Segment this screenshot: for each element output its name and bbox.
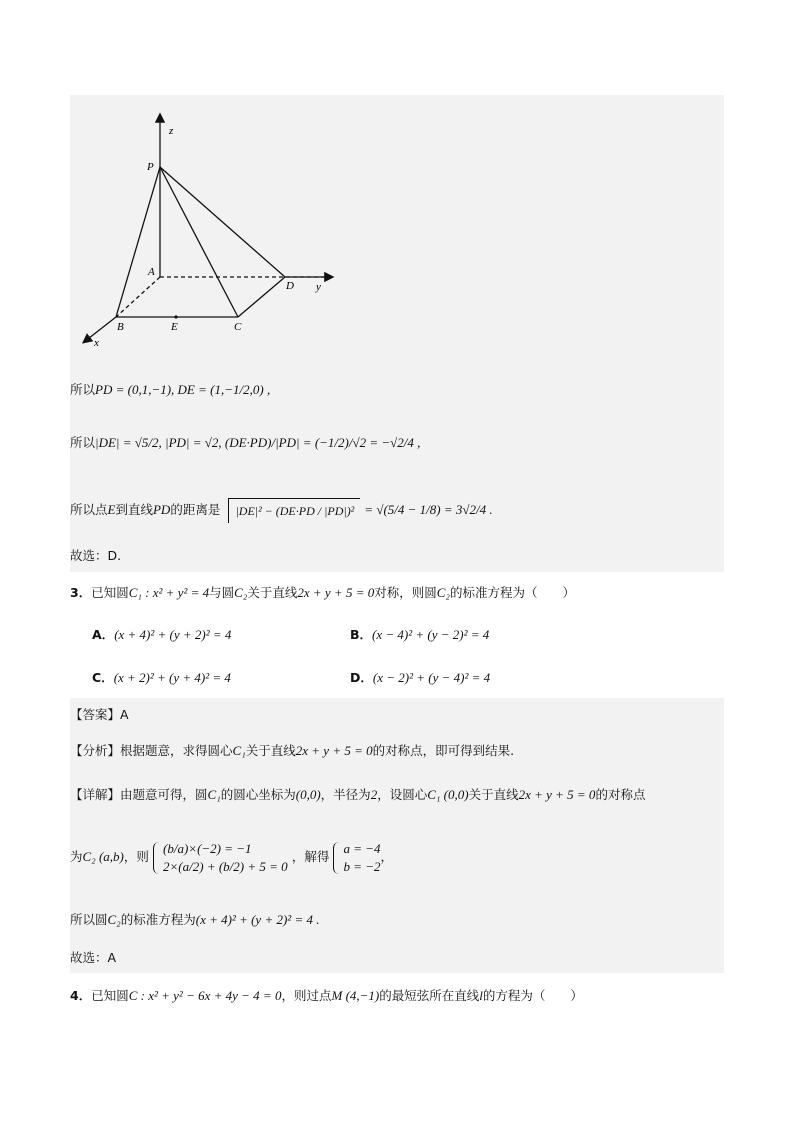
option-d[interactable]: D．(x − 2)² + (y − 4)² = 4 bbox=[350, 670, 491, 685]
solution-line-vectors: 所以PD = (0,1,−1), DE = (1,−1/2,0) , bbox=[70, 382, 271, 397]
point-e-dot bbox=[174, 315, 177, 318]
answer-value: A bbox=[120, 707, 129, 722]
solution-choice-prev: 故选：D. bbox=[70, 548, 122, 563]
solution-line-magnitudes: 所以|DE| = √5/2, |PD| = √2, (DE·PD)/|PD| = (−1/2)/√2 = −√2/4 , bbox=[70, 435, 421, 450]
label-b: B bbox=[117, 321, 124, 333]
question-4-stem: 4．已知圆C : x² + y² − 6x + 4y − 4 = 0，则过点M (4,−1)的最短弦所在直线l的方程为（ ） bbox=[70, 988, 583, 1003]
question-3-stem: 3．已知圆C₁ : x² + y² = 4与圆C₂关于直线2x + y + 5 = 0对称，则圆C₂的标准方程为（ ） bbox=[70, 585, 575, 600]
detail-line-2: 为C₂ (a,b)，则 (b/a)×(−2) = −1 2×(a/2) + (b/2) + 5 = 0 ，解得 a = −4 b = −2 ， bbox=[70, 840, 394, 874]
question-number: 3． bbox=[70, 585, 92, 600]
answer-tag: 【答案】 bbox=[70, 707, 121, 722]
label-y: y bbox=[316, 281, 321, 293]
label-e: E bbox=[171, 321, 178, 333]
label-d: D bbox=[286, 280, 294, 292]
x-axis bbox=[84, 317, 116, 342]
x-axis-dashed bbox=[116, 277, 160, 317]
vector-values: PD = (0,1,−1), DE = (1,−1/2,0) , bbox=[95, 382, 271, 397]
distance-radical: |DE|² − (DE·PD / |PD|)² bbox=[228, 498, 360, 523]
option-b[interactable]: B．(x − 4)² + (y − 2)² = 4 bbox=[350, 627, 490, 642]
magnitude-values: |DE| = √5/2, |PD| = √2, (DE·PD)/|PD| = (−1/2)/√2 = −√2/4 , bbox=[95, 435, 421, 450]
label-p: P bbox=[147, 161, 154, 173]
conclusion-line: 所以圆C₂的标准方程为(x + 4)² + (y + 2)² = 4 . bbox=[70, 912, 320, 927]
label-z: z bbox=[169, 125, 174, 137]
analysis-line: 【分析】根据题意，求得圆心C₁关于直线2x + y + 5 = 0的对称点，即可得到结果. bbox=[70, 743, 515, 758]
option-c[interactable]: C．(x + 2)² + (y + 4)² = 4 bbox=[92, 670, 231, 685]
label-c: C bbox=[234, 321, 242, 333]
option-a[interactable]: A．(x + 4)² + (y + 2)² = 4 bbox=[92, 627, 232, 642]
equation-system-2: a = −4 b = −2 bbox=[333, 840, 380, 876]
pyramid-figure bbox=[70, 95, 370, 355]
solution-line-distance: 所以点E到直线PD的距离是 |DE|² − (DE·PD / |PD|)² = √(5/4 − 1/8) = 3√2/4 . bbox=[70, 498, 724, 523]
equation-system-1: (b/a)×(−2) = −1 2×(a/2) + (b/2) + 5 = 0 bbox=[153, 840, 288, 876]
label-x: x bbox=[94, 337, 99, 349]
answer-line bbox=[70, 705, 724, 726]
final-choice-q3: 故选：A bbox=[70, 950, 117, 965]
question-number: 4． bbox=[70, 988, 92, 1003]
label-a: A bbox=[148, 266, 155, 278]
detail-line-1: 【详解】由题意可得，圆C₁的圆心坐标为(0,0)，半径为2，设圆心C₁ (0,0)关于直线2x + y + 5 = 0的对称点 bbox=[70, 787, 646, 802]
distance-result: = √(5/4 − 1/8) = 3√2/4 . bbox=[364, 502, 493, 517]
